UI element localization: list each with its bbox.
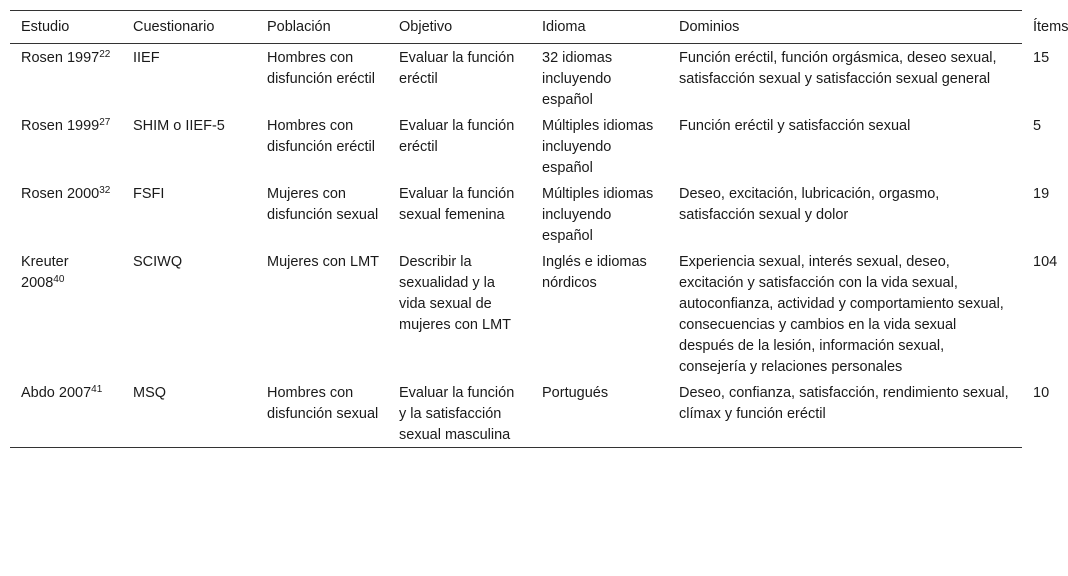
questionnaire-table-container [10, 10, 1068, 448]
estudio-text: Rosen 1999 [21, 118, 100, 134]
cell-idioma: Múltiples idiomas incluyendo español [542, 118, 654, 176]
table-row: Rosen 2000$^{32}$ FSFI Mujeres con disfunción sexual Evaluar la función sexual femenina Múltiples idiomas incluyendo español Deseo, excitación, lubricación, orgasmo, satisfacción sexual y dolor 19 [10, 180, 1022, 248]
reference-number: 32 [99, 185, 111, 196]
cell-idioma: Múltiples idiomas incluyendo español [542, 186, 654, 244]
table-header [10, 11, 1068, 44]
cell-idioma: Inglés e idiomas nórdicos [542, 254, 647, 291]
header-estudio: Estudio [21, 19, 70, 35]
header-idioma: Idioma [542, 19, 586, 35]
cell-dominios: Función eréctil, función orgásmica, deseo sexual, satisfacción sexual y satisfacción sexual general [679, 50, 997, 87]
cell-objetivo: Describir la sexualidad y la vida sexual de mujeres con LMT [399, 254, 512, 333]
reference-number: 40 [53, 274, 65, 285]
estudio-text: Rosen 2000 [21, 186, 100, 202]
cell-poblacion: Hombres con disfunción sexual [267, 385, 379, 422]
cell-estudio [10, 379, 122, 448]
table-row: Rosen 1999$^{27}$ SHIM o IIEF-5 Hombres con disfunción eréctil Evaluar la función eréctil Múltiples idiomas incluyendo español Función eréctil y satisfacción sexual 5 [10, 112, 1022, 180]
cell-estudio [10, 112, 122, 180]
cell-dominios: Experiencia sexual, interés sexual, deseo, excitación y satisfacción con la vida sexual, autoconfianza, actividad y comportamiento sexual, consecuencias y cambios en la vida sexual después de la lesión, información sexual, consejería y relaciones personales [679, 254, 1004, 375]
reference-number: 22 [99, 49, 111, 60]
header-objetivo: Objetivo [399, 19, 453, 35]
cell-dominios: Deseo, confianza, satisfacción, rendimiento sexual, clímax y función eréctil [679, 385, 1009, 422]
cell-dominios: Función eréctil y satisfacción sexual [679, 118, 911, 134]
cell-objetivo: Evaluar la función eréctil [399, 118, 515, 155]
header-poblacion: Población [267, 19, 331, 35]
table-row: Kreuter 2008$^{40}$ SCIWQ Mujeres con LMT Describir la sexualidad y la vida sexual de mujeres con LMT Inglés e idiomas nórdicos Experiencia sexual, interés sexual, deseo, excitación y satisfacción con la vida sexual, autoconfianza, actividad y comportamiento sexual, consecuencias y cambios en la vida sexual después de la lesión, información sexual, consejería y relaciones personales 104 [10, 248, 1022, 379]
cell-cuestionario: SCIWQ [133, 254, 183, 270]
table-row: Rosen 1997$^{22}$ IIEF Hombres con disfunción eréctil Evaluar la función eréctil 32 idiomas incluyendo español Función eréctil, función orgásmica, deseo sexual, satisfacción sexual y satisfacción sexual general 15 [10, 44, 1022, 113]
cell-objetivo: Evaluar la función sexual femenina [399, 186, 515, 223]
cell-estudio [10, 248, 122, 379]
cell-estudio [10, 44, 122, 113]
cell-idioma: Portugués [542, 385, 609, 401]
cell-cuestionario: SHIM o IIEF-5 [133, 118, 225, 134]
cell-objetivo: Evaluar la función y la satisfacción sexual masculina [399, 385, 515, 443]
cell-cuestionario: FSFI [133, 186, 165, 202]
cell-estudio [10, 180, 122, 248]
reference-number: 27 [99, 117, 111, 128]
cell-objetivo: Evaluar la función eréctil [399, 50, 515, 87]
header-dominios: Dominios [679, 19, 740, 35]
cell-cuestionario: IIEF [133, 50, 160, 66]
cell-poblacion: Mujeres con LMT [267, 254, 380, 270]
table-row: Abdo 2007$^{41}$ MSQ Hombres con disfunción sexual Evaluar la función y la satisfacción sexual masculina Portugués Deseo, confianza, satisfacción, rendimiento sexual, clímax y función eréctil 10 [10, 379, 1022, 448]
cell-poblacion: Mujeres con disfunción sexual [267, 186, 379, 223]
estudio-text: Abdo 2007 [21, 385, 92, 401]
estudio-text: Rosen 1997 [21, 50, 100, 66]
header-cuestionario: Cuestionario [133, 19, 215, 35]
cell-idioma: 32 idiomas incluyendo español [542, 50, 613, 108]
questionnaire-table [10, 10, 1068, 448]
header-row: Estudio Cuestionario Población Objetivo Idioma Dominios Ítems [10, 11, 1022, 44]
cell-dominios: Deseo, excitación, lubricación, orgasmo, satisfacción sexual y dolor [679, 186, 940, 223]
cell-poblacion: Hombres con disfunción eréctil [267, 118, 375, 155]
estudio-text: Kreuter 2008 [21, 254, 69, 291]
reference-number: 41 [91, 384, 103, 395]
table-body [10, 44, 1058, 448]
cell-cuestionario: MSQ [133, 385, 167, 401]
cell-poblacion: Hombres con disfunción eréctil [267, 50, 375, 87]
